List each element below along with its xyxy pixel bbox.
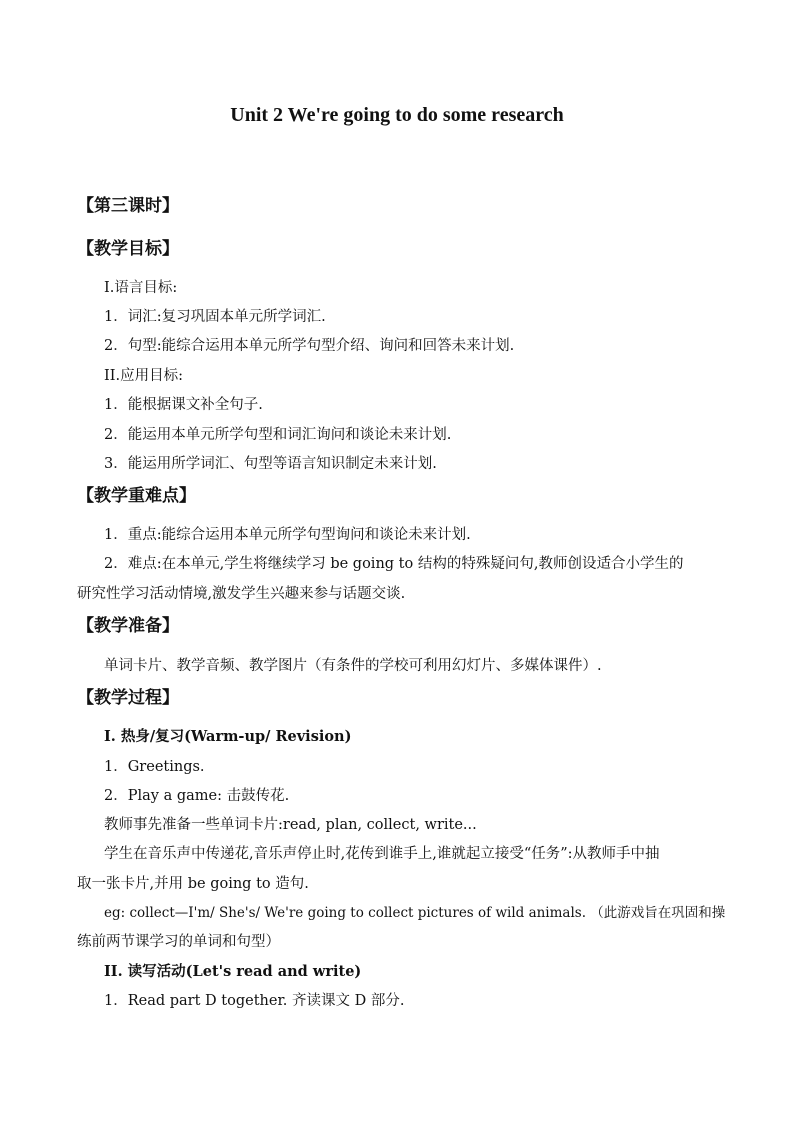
- process-line: 学生在音乐声中传递花,音乐声停止时,花传到谁手上,谁就起立接受“任务”:从教师手中抽: [104, 846, 660, 862]
- page-title: Unit 2 We're going to do some research: [230, 104, 564, 126]
- process-line: eg: collect—I'm/ She's/ We're going to collect pictures of wild animals. （此游戏旨在巩固和操: [104, 905, 726, 921]
- section-warm-up: I. 热身/复习(Warm-up/ Revision): [104, 728, 352, 745]
- goal-line: 2．句型:能综合运用本单元所学句型介绍、询问和回答未来计划.: [104, 338, 515, 354]
- goal-line: 2．能运用本单元所学句型和词汇询问和谈论未来计划.: [104, 427, 452, 443]
- heading-process: 【教学过程】: [77, 688, 179, 708]
- goal-line: 3．能运用所学词汇、句型等语言知识制定未来计划.: [104, 456, 437, 472]
- key-point-line: 研究性学习活动情境,激发学生兴趣来参与话题交谈.: [77, 586, 406, 602]
- key-point-line: 1．重点:能综合运用本单元所学句型询问和谈论未来计划.: [104, 527, 471, 543]
- process-line: 2．Play a game: 击鼓传花.: [104, 788, 290, 804]
- process-line: 教师事先准备一些单词卡片:read, plan, collect, write...: [104, 817, 477, 833]
- section-read-write: II. 读写活动(Let's read and write): [104, 963, 362, 980]
- heading-preparation: 【教学准备】: [77, 616, 179, 636]
- goal-line: II.应用目标:: [104, 368, 183, 384]
- goal-line: 1．能根据课文补全句子.: [104, 397, 263, 413]
- heading-goals: 【教学目标】: [77, 239, 179, 259]
- process-line: 取一张卡片,并用 be going to 造句.: [77, 876, 309, 892]
- goal-line: I.语言目标:: [104, 280, 178, 296]
- heading-key-points: 【教学重难点】: [77, 486, 196, 506]
- key-point-line: 2．难点:在本单元,学生将继续学习 be going to 结构的特殊疑问句,教师创设适合小学生的: [104, 556, 684, 572]
- preparation-text: 单词卡片、教学音频、教学图片（有条件的学校可利用幻灯片、多媒体课件）.: [104, 658, 602, 674]
- process-line: 1．Read part D together. 齐读课文 D 部分.: [104, 993, 405, 1009]
- process-line: 1．Greetings.: [104, 759, 205, 775]
- lesson-label: 【第三课时】: [77, 196, 179, 216]
- process-line: 练前两节课学习的单词和句型）: [77, 934, 280, 950]
- goal-line: 1．词汇:复习巩固本单元所学词汇.: [104, 309, 326, 325]
